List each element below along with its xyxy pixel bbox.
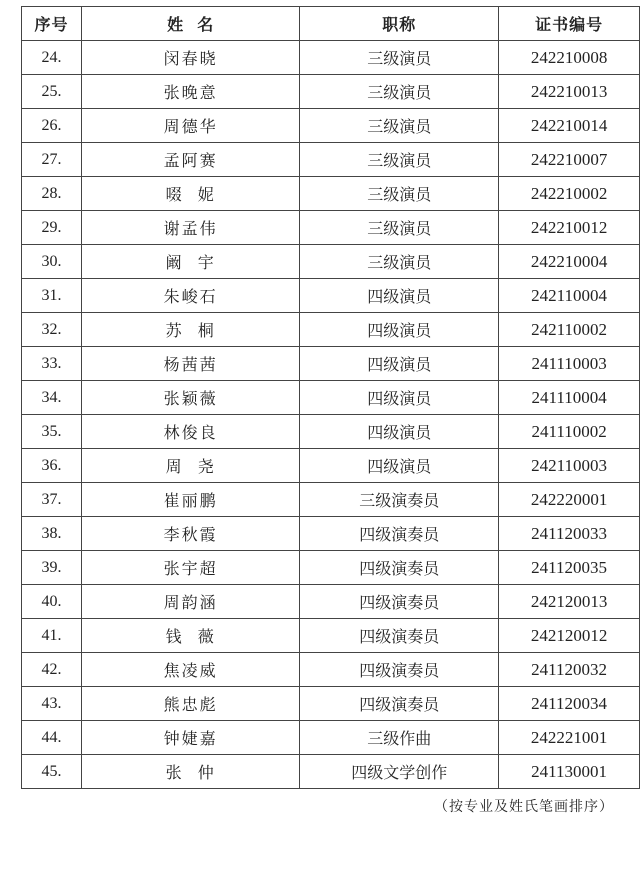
table-row (22, 245, 640, 279)
row-title: 四级演奏员 (300, 653, 499, 687)
row-index: 26. (22, 109, 82, 143)
table-row (22, 279, 640, 313)
row-index: 42. (22, 653, 82, 687)
table-row (22, 517, 640, 551)
row-name: 钱 薇 (81, 619, 300, 653)
table-row (22, 347, 640, 381)
row-name: 张 仲 (81, 755, 300, 789)
row-name: 孟阿赛 (81, 143, 300, 177)
row-title: 四级演奏员 (300, 687, 499, 721)
table-row (22, 687, 640, 721)
row-index: 28. (22, 177, 82, 211)
row-name: 朱峻石 (81, 279, 300, 313)
row-index: 32. (22, 313, 82, 347)
row-index: 24. (22, 41, 82, 75)
row-title: 三级演员 (300, 109, 499, 143)
row-cert-number: 241120032 (499, 653, 640, 687)
table-row (22, 755, 640, 789)
table-row (22, 415, 640, 449)
row-cert-number: 242120012 (499, 619, 640, 653)
row-name: 杨茜茜 (81, 347, 300, 381)
row-cert-number: 242210002 (499, 177, 640, 211)
row-cert-number: 242110004 (499, 279, 640, 313)
row-title: 四级文学创作 (300, 755, 499, 789)
row-index: 33. (22, 347, 82, 381)
row-title: 四级演奏员 (300, 551, 499, 585)
row-cert-number: 242210013 (499, 75, 640, 109)
row-title: 四级演员 (300, 381, 499, 415)
roster-table (21, 6, 640, 789)
row-cert-number: 242210008 (499, 41, 640, 75)
row-cert-number: 242210014 (499, 109, 640, 143)
row-index: 37. (22, 483, 82, 517)
row-title: 四级演员 (300, 279, 499, 313)
row-title: 四级演员 (300, 415, 499, 449)
table-row (22, 313, 640, 347)
row-cert-number: 241110002 (499, 415, 640, 449)
row-cert-number: 242120013 (499, 585, 640, 619)
table-row (22, 143, 640, 177)
row-cert-number: 242110003 (499, 449, 640, 483)
row-cert-number: 242221001 (499, 721, 640, 755)
table-row (22, 75, 640, 109)
row-name: 焦凌威 (81, 653, 300, 687)
row-title: 三级演员 (300, 245, 499, 279)
row-name: 苏 桐 (81, 313, 300, 347)
row-title: 三级演员 (300, 75, 499, 109)
row-title: 三级演奏员 (300, 483, 499, 517)
row-title: 四级演员 (300, 313, 499, 347)
row-cert-number: 242110002 (499, 313, 640, 347)
table-row (22, 211, 640, 245)
row-name: 阚 宇 (81, 245, 300, 279)
row-index: 38. (22, 517, 82, 551)
row-index: 39. (22, 551, 82, 585)
row-name: 周韵涵 (81, 585, 300, 619)
row-index: 25. (22, 75, 82, 109)
row-title: 四级演员 (300, 449, 499, 483)
table-row (22, 551, 640, 585)
row-index: 29. (22, 211, 82, 245)
row-cert-number: 241120033 (499, 517, 640, 551)
row-index: 27. (22, 143, 82, 177)
row-cert-number: 242220001 (499, 483, 640, 517)
row-title: 四级演员 (300, 347, 499, 381)
table-body (22, 41, 640, 789)
row-name: 张晚意 (81, 75, 300, 109)
row-name: 崔丽鹏 (81, 483, 300, 517)
row-index: 30. (22, 245, 82, 279)
table-row (22, 585, 640, 619)
table-row (22, 109, 640, 143)
table-row (22, 449, 640, 483)
row-index: 40. (22, 585, 82, 619)
row-name: 李秋霞 (81, 517, 300, 551)
table-row (22, 619, 640, 653)
row-index: 45. (22, 755, 82, 789)
row-title: 三级演员 (300, 41, 499, 75)
row-title: 三级演员 (300, 211, 499, 245)
row-cert-number: 242210004 (499, 245, 640, 279)
row-index: 36. (22, 449, 82, 483)
footnote: （按专业及姓氏笔画排序） (434, 799, 614, 815)
row-name: 周 尧 (81, 449, 300, 483)
table-row (22, 653, 640, 687)
row-cert-number: 241110003 (499, 347, 640, 381)
table-row (22, 483, 640, 517)
row-cert-number: 241110004 (499, 381, 640, 415)
row-title: 四级演奏员 (300, 517, 499, 551)
row-cert-number: 241120035 (499, 551, 640, 585)
row-cert-number: 241120034 (499, 687, 640, 721)
row-name: 张颖薇 (81, 381, 300, 415)
header-index: 序号 (22, 7, 82, 41)
header-name: 姓 名 (81, 7, 300, 41)
header-row (22, 7, 640, 41)
row-cert-number: 241130001 (499, 755, 640, 789)
row-index: 31. (22, 279, 82, 313)
row-index: 34. (22, 381, 82, 415)
row-name: 闵春晓 (81, 41, 300, 75)
row-name: 林俊良 (81, 415, 300, 449)
row-index: 43. (22, 687, 82, 721)
row-name: 周德华 (81, 109, 300, 143)
row-name: 熊忠彪 (81, 687, 300, 721)
row-title: 三级作曲 (300, 721, 499, 755)
row-title: 三级演员 (300, 177, 499, 211)
row-name: 钟婕嘉 (81, 721, 300, 755)
table-row (22, 381, 640, 415)
table-row (22, 721, 640, 755)
header-title: 职称 (300, 7, 499, 41)
row-name: 张宇超 (81, 551, 300, 585)
row-index: 41. (22, 619, 82, 653)
header-cert: 证书编号 (499, 7, 640, 41)
row-cert-number: 242210012 (499, 211, 640, 245)
row-index: 44. (22, 721, 82, 755)
row-name: 啜 妮 (81, 177, 300, 211)
row-title: 四级演奏员 (300, 619, 499, 653)
row-title: 四级演奏员 (300, 585, 499, 619)
table-row (22, 41, 640, 75)
table-row (22, 177, 640, 211)
row-name: 谢孟伟 (81, 211, 300, 245)
row-title: 三级演员 (300, 143, 499, 177)
row-cert-number: 242210007 (499, 143, 640, 177)
row-index: 35. (22, 415, 82, 449)
